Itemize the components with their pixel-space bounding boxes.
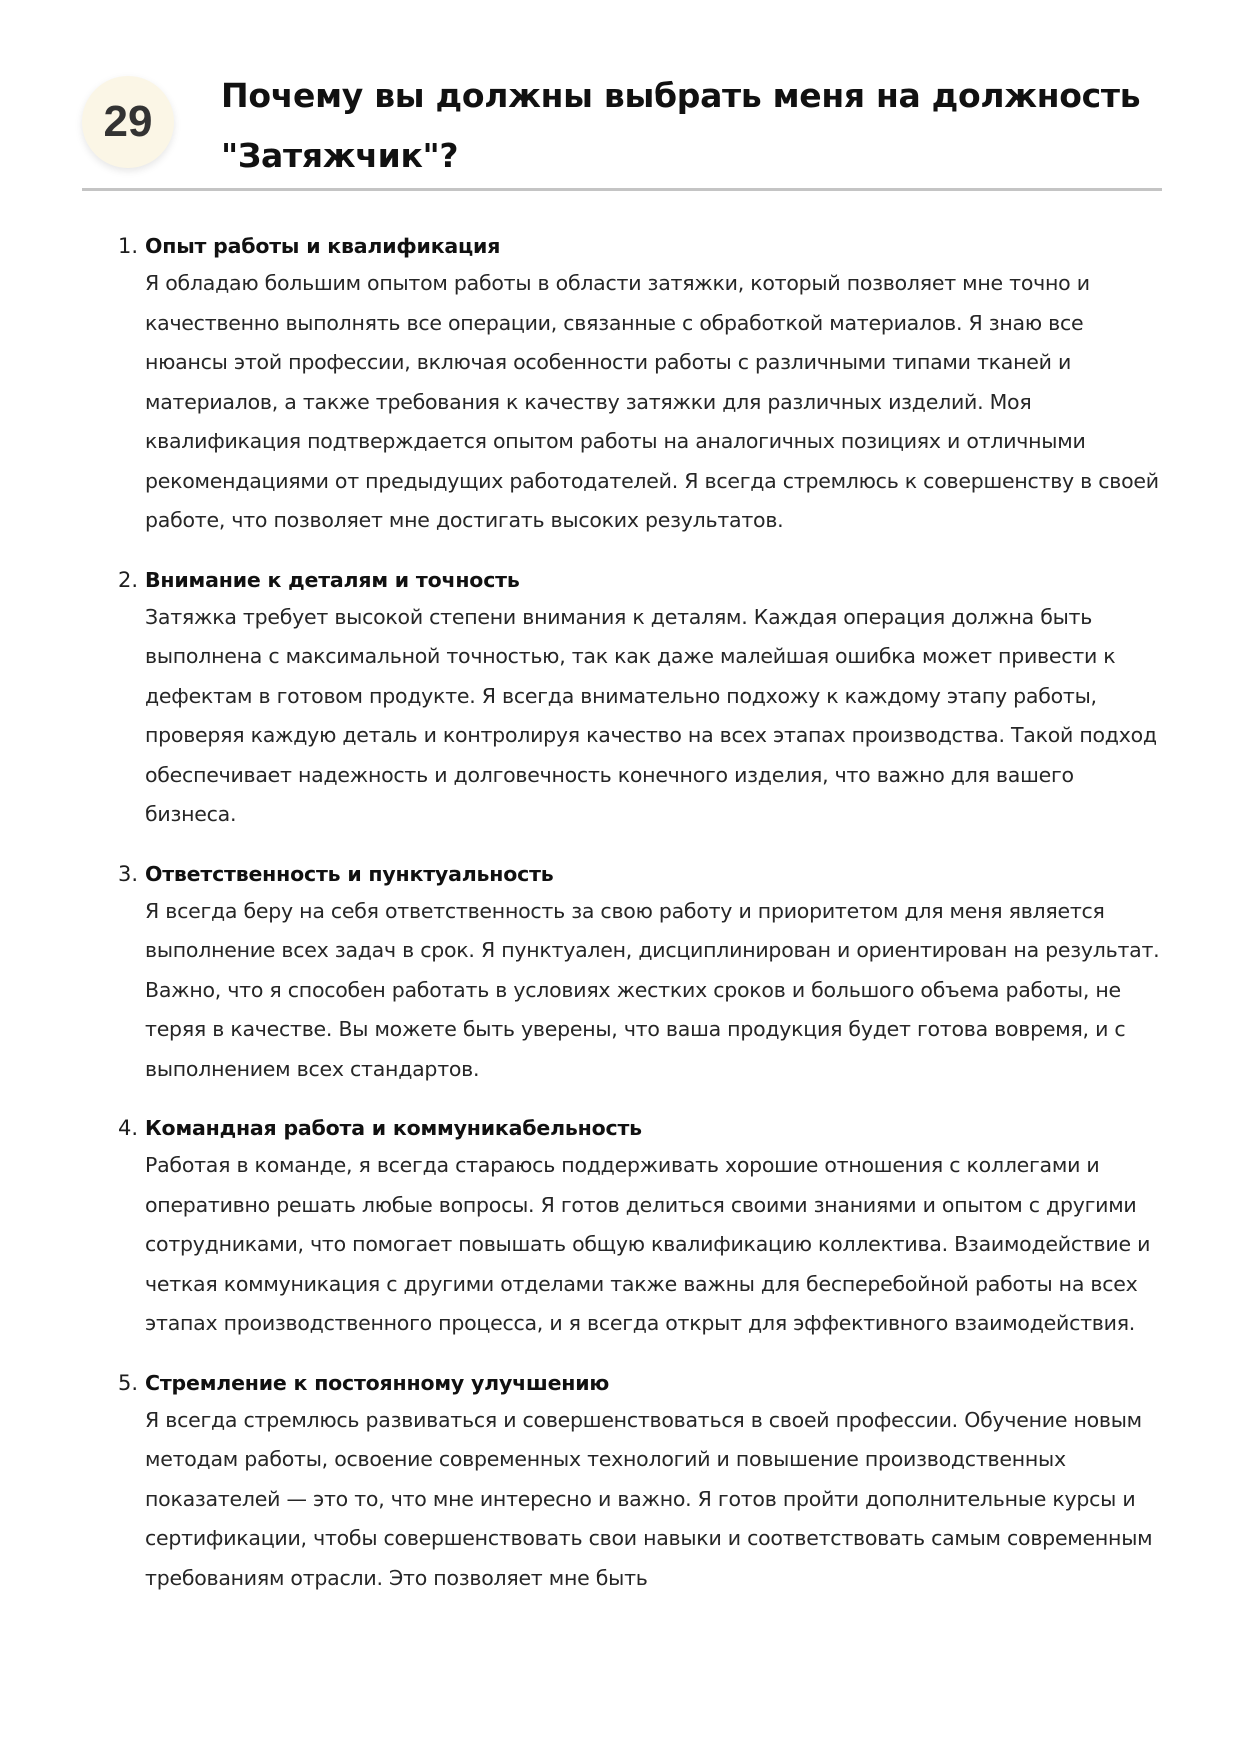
item-title: Командная работа и коммуникабельность bbox=[145, 1116, 642, 1140]
item-title: Стремление к постоянному улучшению bbox=[145, 1370, 610, 1395]
question-title: Почему вы должны выбрать меня на должность "Затяжчик"? bbox=[221, 76, 1141, 175]
item-title: Опыт работы и квалификация bbox=[145, 234, 501, 258]
answer-item bbox=[110, 564, 1160, 835]
item-body: Затяжка требует высокой степени внимания к деталям. Каждая операция должна быть выполнена с максимальной точностью, так как даже малейшая ошибка может привести к дефектам в готовом продукте. Я всегда внимательно подхожу к каждому этапу работы, проверяя каждую деталь и контролируя качество на всех этапах производства. Такой подход обеспечивает надежность и долговечность конечного изделия, что важно для вашего бизнеса. bbox=[145, 604, 1157, 826]
item-title: Внимание к деталям и точность bbox=[145, 567, 520, 592]
answer-item bbox=[110, 1112, 1160, 1344]
answer-item bbox=[110, 858, 1160, 1090]
item-body: Я всегда беру на себя ответственность за свою работу и приоритетом для меня является выполнение всех задач в срок. Я пунктуален, дисциплинирован и ориентирован на результат. Важно, что я способен работать в условиях жестких сроков и большого объема работы, не теряя в качестве. Вы можете быть уверены, что ваша продукция будет готова вовремя, и с выполнением всех стандартов. bbox=[145, 898, 1160, 1081]
item-body: Я всегда стремлюсь развиваться и совершенствоваться в своей профессии. Обучение новым методам работы, освоение современных технологий и повышение производственных показателей — это то, что мне интересно и важно. Я готов пройти дополнительные курсы и сертификации, чтобы совершенствовать свои навыки и соответствовать самым современным требованиям отрасли. Это позволяет мне быть bbox=[145, 1407, 1153, 1590]
item-number: 5. bbox=[118, 1370, 139, 1395]
item-number: 4. bbox=[118, 1116, 139, 1140]
answer-list bbox=[110, 230, 1160, 1621]
question-number-badge: 29 bbox=[82, 76, 174, 168]
item-number: 3. bbox=[118, 861, 139, 886]
answer-item bbox=[110, 1367, 1160, 1599]
item-body: Работая в команде, я всегда стараюсь поддерживать хорошие отношения с коллегами и оперативно решать любые вопросы. Я готов делиться своими знаниями и опытом с другими сотрудниками, что помогает повышать общую квалификацию коллектива. Взаимодействие и четкая коммуникация с другими отделами также важны для бесперебойной работы на всех этапах производственного процесса, и я всегда открыт для эффективного взаимодействия. bbox=[145, 1153, 1151, 1335]
question-header bbox=[82, 58, 1162, 191]
answer-item bbox=[110, 230, 1160, 541]
item-number: 2. bbox=[118, 567, 139, 592]
item-title: Ответственность и пунктуальность bbox=[145, 861, 554, 886]
item-number: 1. bbox=[118, 234, 139, 258]
item-body: Я обладаю большим опытом работы в области затяжки, который позволяет мне точно и качественно выполнять все операции, связанные с обработкой материалов. Я знаю все нюансы этой профессии, включая особенности работы с различными типами тканей и материалов, а также требования к качеству затяжки для различных изделий. Моя квалификация подтверждается опытом работы на аналогичных позициях и отличными рекомендациями от предыдущих работодателей. Я всегда стремлюсь к совершенству в своей работе, что позволяет мне достигать высоких результатов. bbox=[145, 271, 1159, 532]
